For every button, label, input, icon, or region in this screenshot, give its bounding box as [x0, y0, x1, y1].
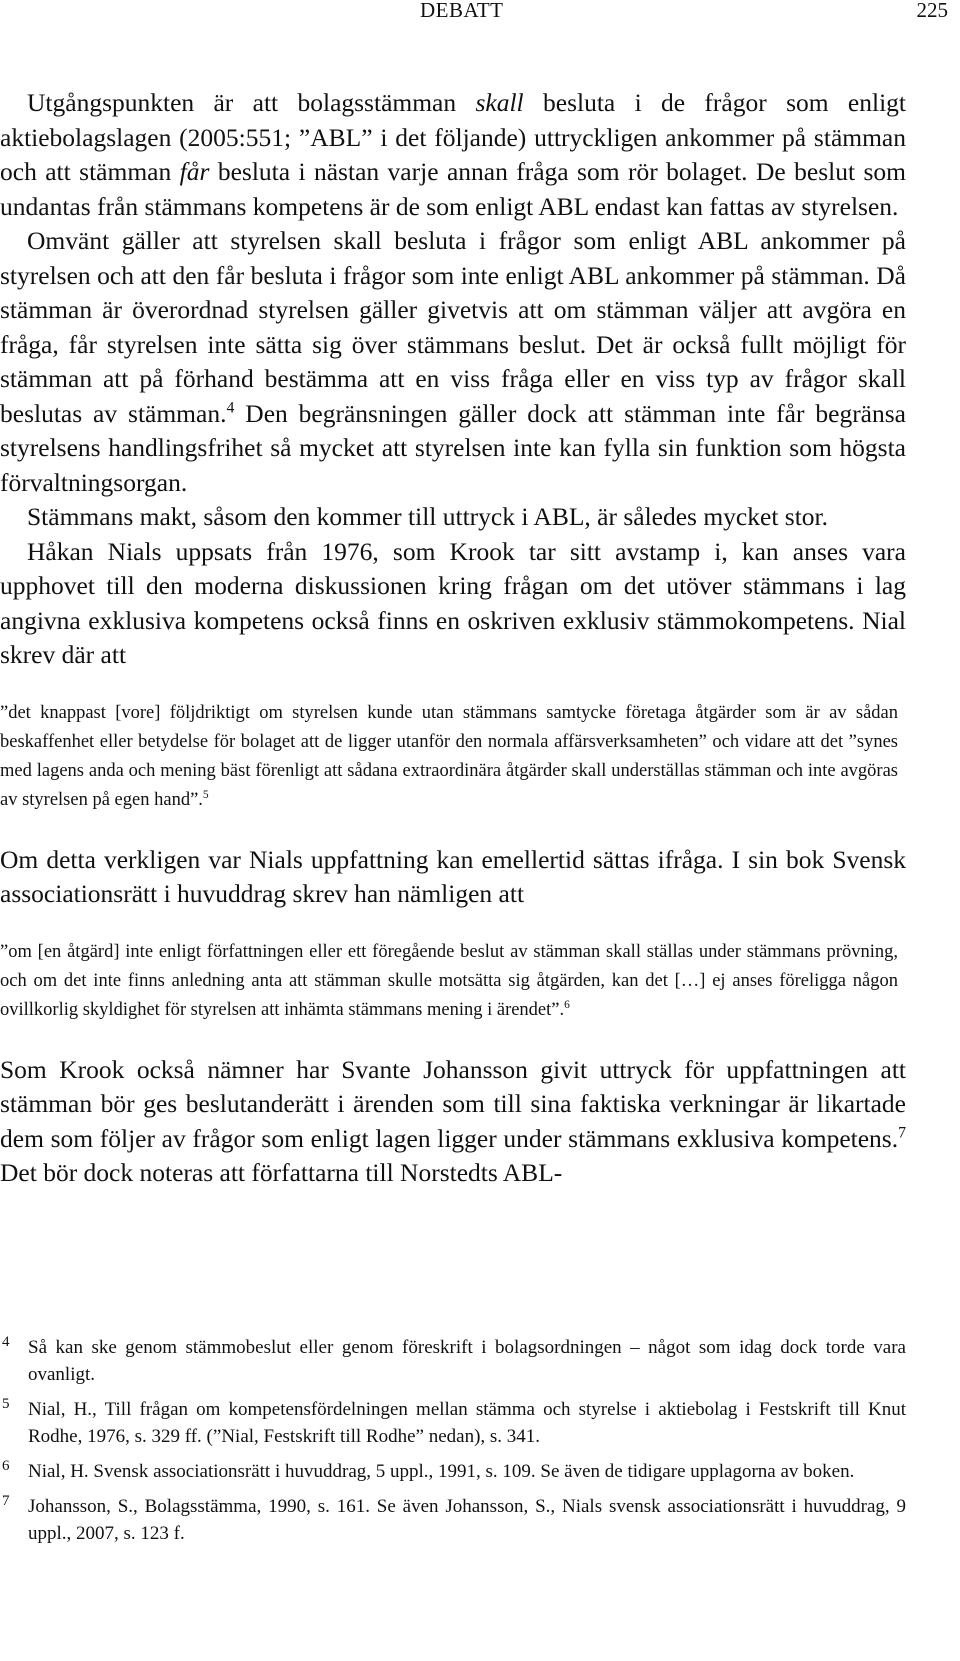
- spacer: [0, 912, 906, 938]
- footnote-ref-4[interactable]: 4: [226, 399, 235, 416]
- spacer: [0, 673, 906, 699]
- paragraph-1-text-c: besluta i de frågor som enligt aktiebolagslagen (2005:551; ”ABL” i det följande) uttryckligen ankommer på stämman och att stämman: [0, 88, 906, 186]
- page-number: 225: [916, 0, 948, 22]
- block-quote-1-text: ”det knappast [vore] följdriktigt om styrelsen kunde utan stämmans samtycke företaga åtgärder som är av sådan beskaffenhet eller betydelse för bolaget att de ligger utanför den normala affärsverksamheten” och vidare att det ”synes med lagens anda och mening bäst förenligt att sådana extraordinära åtgärder skall underställas stämman och inte avgöras av styrelsen på egen hand”.: [0, 702, 898, 810]
- paragraph-1-text-e: besluta i nästan varje annan fråga som rör bolaget. De beslut som undantas från stämmans kompetens är de som enligt ABL endast kan fattas av styrelsen.: [0, 157, 906, 221]
- paragraph-6-text-a: Som Krook också nämner har Svante Johansson givit uttryck för uppfattningen att stämman bör ges beslutanderätt i ärenden som till sina faktiska verkningar är likartade dem som följer av frågor som enligt lagen ligger under stämmans exklusiva kompetens.: [0, 1054, 906, 1153]
- paragraph-4: Håkan Nials uppsats från 1976, som Krook tar sitt avstamp i, kan anses vara upphovet till den moderna diskussionen kring frågan om det utöver stämmans i lag angivna exklusiva kompetens också finns en oskriven exklusiv stämmokompetens. Nial skrev där att: [0, 536, 906, 669]
- paragraph-2-text-a: Omvänt gäller att styrelsen skall besluta i frågor som enligt ABL ankommer på styrelsen och att den får besluta i frågor som inte enligt ABL ankommer på stämman. Då stämman är överordnad styrelsen gäller givetvis att om stämman väljer att avgöra en fråga, får styrelsen inte sätta sig över stämmans beslut. Det är också fullt möjligt för stämman att på förhand bestämma att en viss fråga eller en viss typ av frågor skall beslutas av stämman.: [0, 226, 906, 428]
- footnote-text: Nial, H. Svensk associationsrätt i huvuddrag, 5 uppl., 1991, s. 109. Se även de tidigare upplagorna av boken.: [28, 1461, 855, 1482]
- paragraph-6-text-b: Det bör dock noteras att författarna till Norstedts ABL-: [0, 1158, 563, 1187]
- paragraph-2-text-b: Den begränsningen gäller dock att stämman inte får begränsa styrelsens handlingsfrihet så mycket att styrelsen inte kan fylla sin funktion som högsta förvaltningsorgan.: [0, 398, 906, 497]
- paragraph-1-emphasis-skall: skall: [475, 88, 524, 117]
- body-text: [0, 86, 906, 1191]
- spacer: [0, 815, 906, 843]
- footnote-ref-6[interactable]: 6: [564, 998, 570, 1011]
- footnote-5: [0, 1396, 906, 1450]
- footnote-4: [0, 1334, 906, 1388]
- footnote-number: 6: [2, 1458, 10, 1474]
- footnote-text: Johansson, S., Bolagsstämma, 1990, s. 161. Se även Johansson, S., Nials svensk associationsrätt i huvuddrag, 9 uppl., 2007, s. 123 f.: [28, 1496, 906, 1544]
- footnote-text: Nial, H., Till frågan om kompetensfördelningen mellan stämma och styrelse i aktiebolag i Festskrift till Knut Rodhe, 1976, s. 329 ff. (”Nial, Festskrift till Rodhe” nedan), s. 341.: [28, 1399, 906, 1447]
- footnotes-section: [0, 1334, 906, 1555]
- footnote-number: 7: [2, 1493, 10, 1509]
- footnote-7: [0, 1493, 906, 1547]
- spacer: [0, 1025, 906, 1053]
- footnote-ref-5[interactable]: 5: [202, 788, 209, 801]
- footnote-6: [0, 1458, 906, 1485]
- block-quote-2: [0, 938, 898, 1025]
- paragraph-2: [0, 224, 906, 500]
- running-title: DEBATT: [420, 0, 504, 22]
- paragraph-5: Om detta verkligen var Nials uppfattning kan emellertid sättas ifråga. I sin bok Svensk associationsrätt i huvuddrag skrev han nämligen att: [0, 844, 906, 908]
- paragraph-1: [0, 86, 906, 224]
- footnote-ref-7[interactable]: 7: [898, 1124, 906, 1141]
- paragraph-3: Stämmans makt, såsom den kommer till uttryck i ABL, är således mycket stor.: [27, 502, 828, 531]
- paragraph-1-text-a: Utgångspunkten är att bolagsstämman: [27, 88, 476, 117]
- footnote-number: 4: [2, 1334, 10, 1350]
- paragraph-6: [0, 1053, 906, 1191]
- block-quote-1: [0, 699, 898, 815]
- footnote-text: Så kan ske genom stämmobeslut eller genom föreskrift i bolagsordningen – något som idag dock torde vara ovanligt.: [28, 1337, 906, 1385]
- footnote-number: 5: [2, 1396, 10, 1412]
- block-quote-2-text: ”om [en åtgärd] inte enligt författningen eller ett föregående beslut av stämman skall ställas under stämmans prövning, och om det inte finns anledning anta att stämman skulle motsätta sig åtgärden, kan det […] ej anses föreligga någon ovillkorlig skyldighet för styrelsen att inhämta stämmans mening i ärendet”.: [0, 941, 898, 1020]
- running-header: [0, 0, 960, 30]
- paragraph-1-emphasis-far: får: [179, 157, 210, 186]
